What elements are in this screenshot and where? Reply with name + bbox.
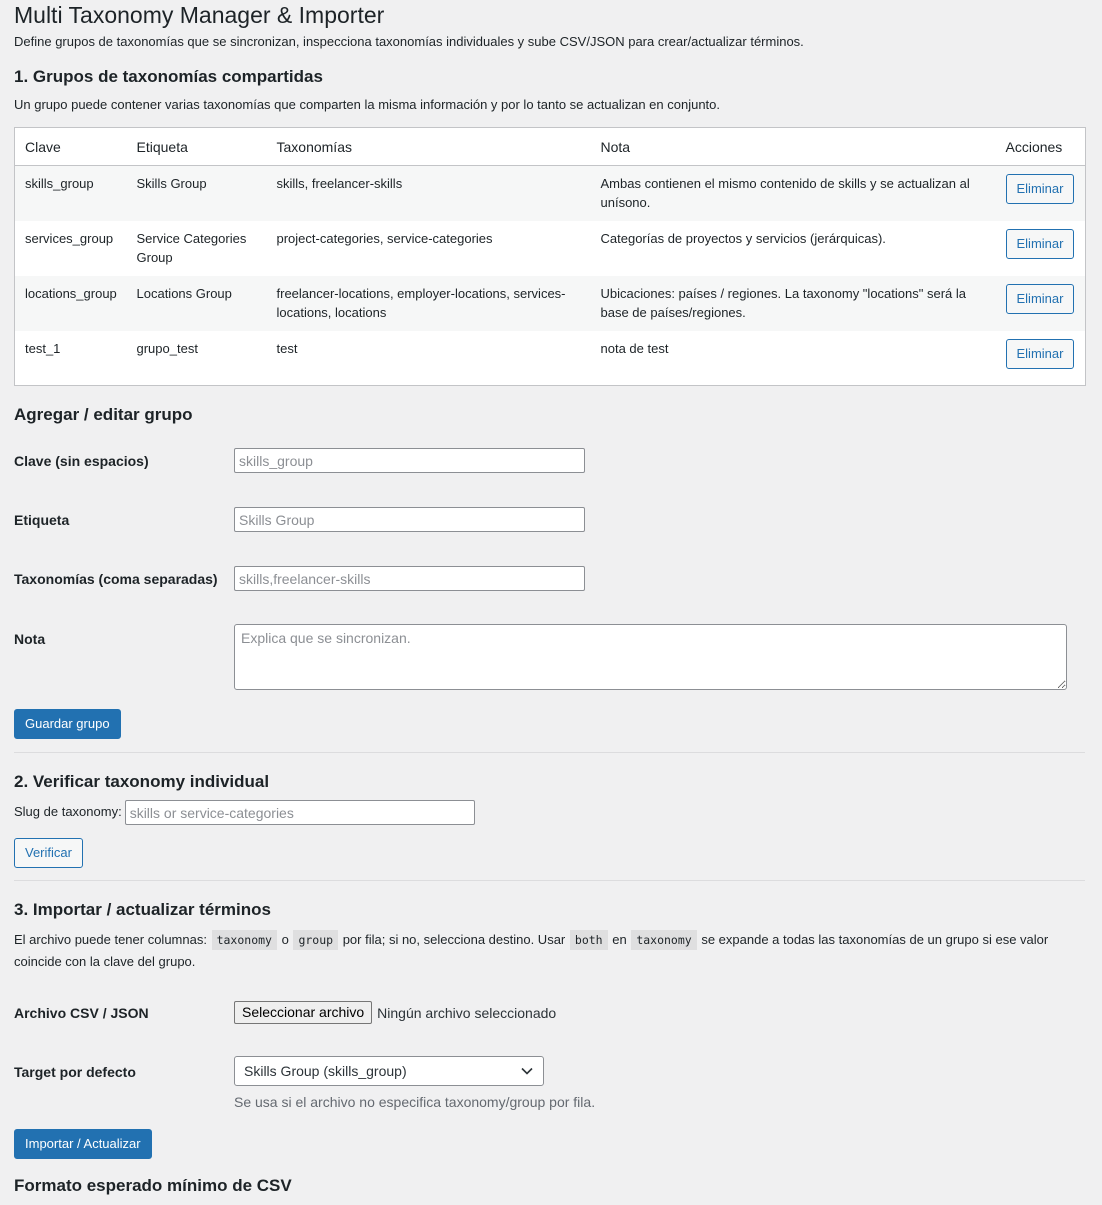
etiqueta-input[interactable] (234, 507, 585, 532)
verify-button[interactable]: Verificar (14, 838, 83, 868)
cell-taxonomias: test (276, 340, 298, 356)
delete-button[interactable]: Eliminar (1006, 229, 1075, 259)
delete-button[interactable]: Eliminar (1006, 174, 1075, 204)
import-desc-part: por fila; si no, selecciona destino. Usar (342, 932, 566, 948)
import-desc-part: El archivo puede tener columnas: (14, 932, 207, 948)
code-taxonomy: taxonomy (212, 930, 277, 950)
clave-row (14, 448, 1085, 473)
col-nota: Nota (591, 127, 996, 165)
save-row (14, 709, 1085, 739)
table-row (15, 165, 1086, 220)
cell-etiqueta: Service Categories Group (136, 230, 247, 265)
col-etiqueta: Etiqueta (127, 127, 267, 165)
cell-taxonomias: project-categories, service-categories (276, 230, 493, 246)
cell-nota: nota de test (600, 340, 669, 356)
delete-button[interactable]: Eliminar (1006, 284, 1075, 314)
delete-button[interactable]: Eliminar (1006, 339, 1075, 369)
verify-button-row (14, 838, 1085, 868)
cell-acciones (996, 276, 1086, 331)
table-row (15, 331, 1086, 386)
cell-clave: skills_group (15, 165, 127, 220)
import-desc-part: en (612, 932, 627, 948)
cell-acciones (996, 165, 1086, 220)
cell-taxonomias: skills, freelancer-skills (267, 165, 591, 220)
code-both: both (570, 930, 608, 950)
import-button[interactable]: Importar / Actualizar (14, 1129, 152, 1159)
import-button-row (14, 1129, 1085, 1159)
groups-description: Un grupo puede contener varias taxonomías que comparten la misma información y por lo tanto se actualizan en conjunto. (14, 96, 721, 112)
import-heading: 3. Importar / actualizar términos (14, 900, 271, 920)
divider (14, 752, 1085, 753)
table-header-row (15, 127, 1086, 165)
target-row (14, 1056, 1085, 1112)
file-label: Archivo CSV / JSON (14, 1004, 149, 1021)
file-status: Ningún archivo seleccionado (377, 1004, 557, 1021)
code-group: group (293, 930, 338, 950)
code-taxonomy: taxonomy (631, 930, 696, 950)
target-select-value: Skills Group (skills_group) (244, 1063, 407, 1080)
format-heading: Formato esperado mínimo de CSV (14, 1176, 292, 1196)
slug-label: Slug de taxonomy: (14, 804, 122, 820)
target-select[interactable] (234, 1056, 544, 1086)
etiqueta-row (14, 507, 1085, 532)
nota-label: Nota (14, 631, 46, 648)
table-row (15, 221, 1086, 276)
target-hint: Se usa si el archivo no especifica taxonomy/group por fila. (234, 1094, 596, 1111)
cell-etiqueta: Skills Group (127, 165, 267, 220)
cell-nota: Ubicaciones: países / regiones. La taxonomy "locations" será la base de países/regiones. (591, 276, 996, 331)
etiqueta-label: Etiqueta (14, 512, 70, 529)
cell-etiqueta: Locations Group (127, 276, 267, 331)
cell-acciones (996, 331, 1086, 386)
groups-table (14, 127, 1086, 386)
col-clave: Clave (15, 127, 127, 165)
cell-acciones (996, 221, 1086, 276)
groups-heading: 1. Grupos de taxonomías compartidas (14, 66, 323, 86)
import-desc-part: se expande a todas las taxonomías de un grupo si ese valor coincide con la clave del grupo. (14, 932, 1049, 970)
slug-input[interactable] (125, 800, 475, 825)
page-title: Multi Taxonomy Manager & Importer (14, 2, 385, 28)
target-label: Target por defecto (14, 1064, 136, 1081)
page-description: Define grupos de taxonomías que se sincronizan, inspecciona taxonomías individuales y sube CSV/JSON para crear/actualizar términos. (14, 34, 804, 49)
cell-nota: Ambas contienen el mismo contenido de skills y se actualizan al unísono. (591, 165, 996, 220)
taxonomias-row (14, 566, 1085, 591)
col-taxonomias: Taxonomías (267, 127, 591, 165)
nota-row (14, 624, 1085, 690)
divider (14, 880, 1085, 881)
save-group-button[interactable]: Guardar grupo (14, 709, 121, 739)
cell-etiqueta: grupo_test (136, 340, 198, 356)
clave-label: Clave (sin espacios) (14, 453, 149, 470)
add-group-heading: Agregar / editar grupo (14, 405, 193, 425)
clave-input[interactable] (234, 448, 585, 473)
taxonomias-label: Taxonomías (coma separadas) (14, 571, 218, 588)
cell-clave: test_1 (25, 340, 61, 356)
file-row (14, 1001, 1085, 1024)
import-description (14, 929, 1085, 972)
verify-heading: 2. Verificar taxonomy individual (14, 772, 270, 792)
chevron-down-icon (520, 1064, 534, 1078)
cell-taxonomias: freelancer-locations, employer-locations, services-locations, locations (267, 276, 591, 331)
select-file-button[interactable]: Seleccionar archivo (234, 1001, 372, 1024)
nota-textarea[interactable] (234, 624, 1067, 690)
cell-clave: services_group (25, 230, 114, 246)
verify-row (14, 800, 1085, 825)
import-desc-part: o (281, 932, 289, 948)
cell-clave: locations_group (15, 276, 127, 331)
col-acciones: Acciones (996, 127, 1086, 165)
taxonomias-input[interactable] (234, 566, 585, 591)
table-row (15, 276, 1086, 331)
cell-nota: Categorías de proyectos y servicios (jerárquicas). (600, 230, 886, 246)
